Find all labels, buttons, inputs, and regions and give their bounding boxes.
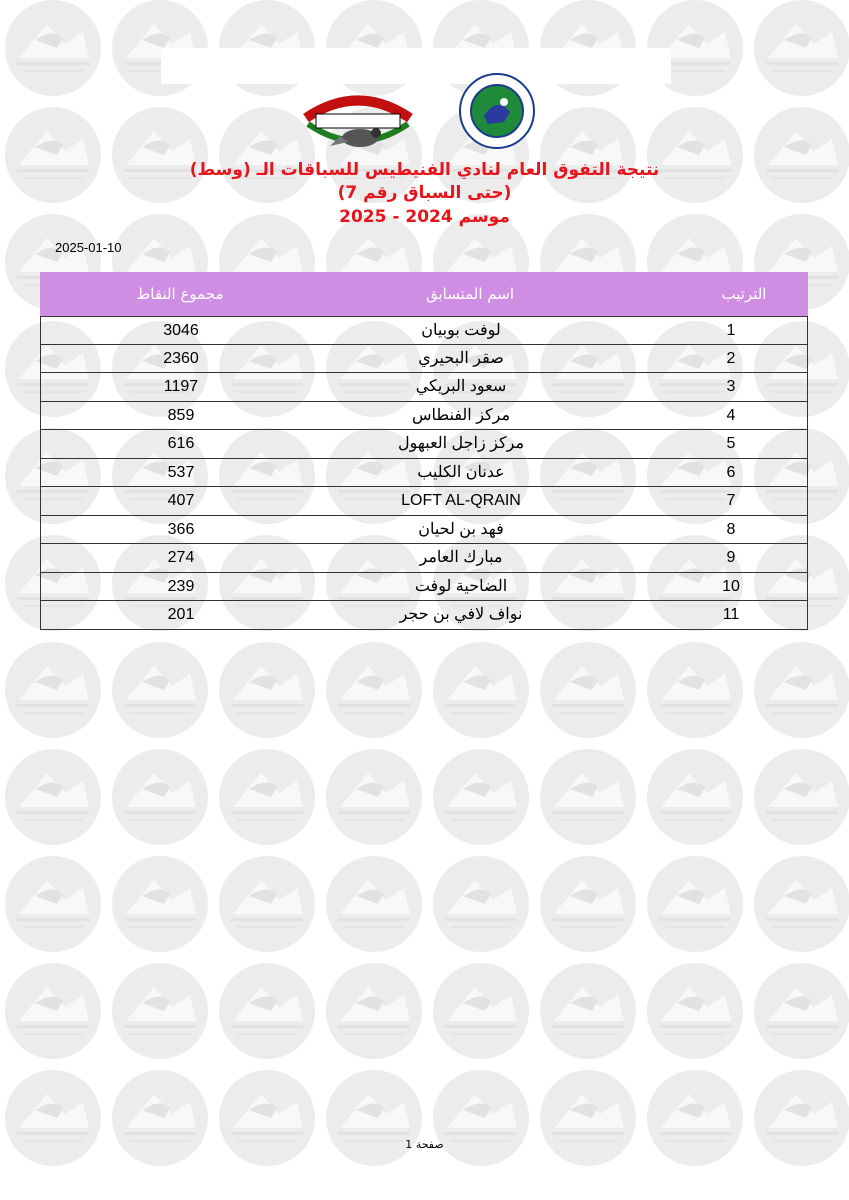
name-cell: مركز زاجل العبهول [397,435,525,452]
table-header [40,272,808,316]
name-cell: سعود البريكي [415,378,507,395]
table-row [40,516,808,545]
page-number: صفحة 1 [405,1138,444,1151]
points-cell: 239 [167,577,195,595]
name-cell: عدنان الكليب [417,463,505,481]
points-cell: 3046 [163,322,199,339]
points-cell: 1197 [163,378,199,395]
title-line-3: موسم 2024 - 2025 [339,207,510,227]
points-cell: 537 [167,463,195,481]
results-table [40,272,808,630]
rank-cell: 10 [722,577,740,595]
rank-cell: 2 [726,349,736,367]
report-date: 2025-01-10 [55,240,122,255]
table-row [40,487,808,516]
rank-cell: 9 [726,549,736,566]
table-row [40,430,808,459]
table-row [40,544,808,573]
rank-cell: 4 [726,406,736,424]
table-row [40,459,808,488]
title-line-1: نتيجة التفوق العام لنادي الفنيطيس للسباقات الـ (وسط) [189,160,660,180]
report-title [0,158,849,230]
rank-cell: 3 [726,378,736,395]
rank-cell: 5 [726,435,736,452]
points-cell: 2360 [163,349,199,367]
header-rank: الترتيب [721,285,767,303]
table-body [40,316,808,630]
points-cell: 859 [167,406,195,424]
name-cell: مبارك العامر [419,549,503,566]
rank-cell: 6 [726,463,736,481]
rank-cell: 8 [726,520,736,538]
table-row [40,573,808,602]
header-points: مجموع النقاط [136,285,224,303]
name-cell: LOFT AL-QRAIN [401,492,521,509]
name-cell: صقر البحيري [418,349,504,367]
rank-cell: 7 [726,492,736,509]
header-name: اسم المتسابق [425,285,515,303]
points-cell: 366 [167,520,195,538]
title-line-2: (حتى السباق رقم 7) [337,183,512,203]
table-row [40,601,808,630]
points-cell: 407 [167,492,195,509]
name-cell: لوفت بوبيان [421,322,501,339]
table-row [40,345,808,374]
table-row [40,373,808,402]
name-cell: الضاحية لوفت [414,577,508,595]
table-row [40,316,808,345]
federation-logo [458,72,536,150]
points-cell: 616 [167,435,195,452]
points-cell: 274 [167,549,195,566]
rank-cell: 11 [722,606,740,623]
points-cell: 201 [167,606,195,623]
name-cell: فهد بن لحيان [418,520,504,538]
club-logo [296,88,420,154]
rank-cell: 1 [726,322,736,339]
name-cell: نواف لافي بن حجر [399,606,523,623]
name-cell: مركز الفنطاس [411,406,511,424]
table-row [40,402,808,431]
header-blank-bar [161,48,671,84]
